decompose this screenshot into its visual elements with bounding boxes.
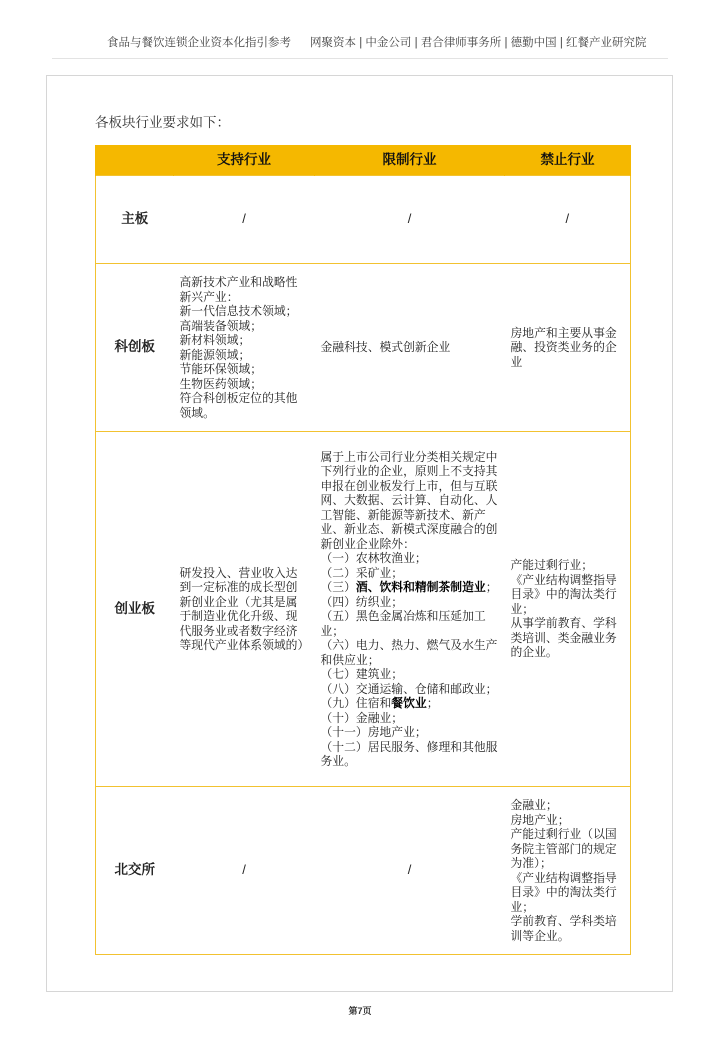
list-item: （六）电力、热力、燃气及水生产和供应业； xyxy=(320,638,498,667)
board-name: 主板 xyxy=(96,176,174,264)
column-header-supported: 支持行业 xyxy=(174,145,315,176)
prohibited-text: 房地产和主要从事金融、投资类业务的企业 xyxy=(510,325,617,369)
supported-cell xyxy=(174,264,315,432)
table-row-chinext xyxy=(96,432,631,787)
table-row-bse xyxy=(96,787,631,955)
board-name: 创业板 xyxy=(96,432,174,787)
supported-text: 高新技术产业和战略性新兴产业： 新一代信息技术领域； 高端装备领域； 新材料领域； 新能源领域； 节能环保领域； 生物医药领域； 符合科创板定位的其他领域。 xyxy=(179,275,298,420)
restricted-cell: / xyxy=(315,176,505,264)
supported-cell: / xyxy=(174,787,315,955)
column-header-board xyxy=(96,145,174,176)
list-item xyxy=(321,580,499,595)
highlight-catering-industry: 餐饮业 xyxy=(391,696,427,710)
header-doc-title: 食品与餐饮连锁企业资本化指引参考 xyxy=(107,37,291,49)
list-item-suffix: ； xyxy=(485,580,498,594)
table-row-main-board xyxy=(96,176,631,264)
restricted-intro: 属于上市公司行业分类相关规定中下列行业的企业，原则上不支持其申报在创业板发行上市，但与互联网、大数据、云计算、自动化、人工智能、新能源等新技术、新产业、新业态、新模式深度融合的创新创业企业除外： xyxy=(320,449,498,551)
prohibited-cell xyxy=(505,432,631,787)
list-item-prefix: （三） xyxy=(320,580,356,594)
industry-requirements-table xyxy=(95,145,631,955)
prohibited-cell xyxy=(505,787,631,955)
restricted-cell: / xyxy=(315,787,505,955)
prohibited-cell xyxy=(505,264,631,432)
header-divider xyxy=(52,58,668,59)
supported-cell: 研发投入、营业收入达到一定标准的成长型创新创业企业（尤其是属于制造业优化升级、现代服务业或者数字经济等现代产业体系领域的） xyxy=(174,432,315,787)
highlight-beverage-industry: 酒、饮料和精制茶制造业 xyxy=(355,580,486,594)
page-number: 第7页 xyxy=(348,1006,372,1016)
supported-cell: / xyxy=(174,176,315,264)
list-item: （十）金融业； xyxy=(320,710,404,725)
list-item: （七）建筑业； xyxy=(320,667,404,681)
table-header-row xyxy=(96,145,631,176)
restricted-cell: 金融科技、模式创新企业 xyxy=(315,264,505,432)
table-row-star-market xyxy=(96,264,631,432)
column-header-prohibited: 禁止行业 xyxy=(505,145,631,176)
list-item-suffix: ； xyxy=(426,696,439,710)
prohibited-text: 产能过剩行业； 《产业结构调整指导目录》中的淘汰类行业； 从事学前教育、学科类培训、类金融业务的企业。 xyxy=(510,558,617,660)
prohibited-cell: / xyxy=(505,176,631,264)
intro-text: 各板块行业要求如下： xyxy=(95,115,230,130)
list-item: （四）纺织业； xyxy=(320,594,404,609)
prohibited-text: 金融业； 房地产业； 产能过剩行业（以国务院主管部门的规定为准）； 《产业结构调整指导目录》中的淘汰类行业； 学前教育、学科类培训等企业。 xyxy=(510,798,617,943)
list-item-prefix: （九）住宿和 xyxy=(320,696,392,710)
header-institutions: 网聚资本 | 中金公司 | 君合律师事务所 | 德勤中国 | 红餐产业研究院 xyxy=(310,37,647,49)
column-header-restricted: 限制行业 xyxy=(315,145,505,176)
restricted-cell xyxy=(315,432,505,787)
list-item: （一）农林牧渔业； xyxy=(320,551,427,565)
list-item: （五）黑色金属冶炼和压延加工业； xyxy=(320,609,486,638)
list-item xyxy=(321,696,499,711)
list-item: （十二）居民服务、修理和其他服务业。 xyxy=(320,739,498,768)
board-name: 北交所 xyxy=(96,787,174,955)
board-name: 科创板 xyxy=(96,264,174,432)
list-item: （十一）房地产业； xyxy=(320,725,427,739)
list-item: （二）采矿业； xyxy=(320,565,404,580)
list-item: （八）交通运输、仓储和邮政业； xyxy=(320,681,498,696)
